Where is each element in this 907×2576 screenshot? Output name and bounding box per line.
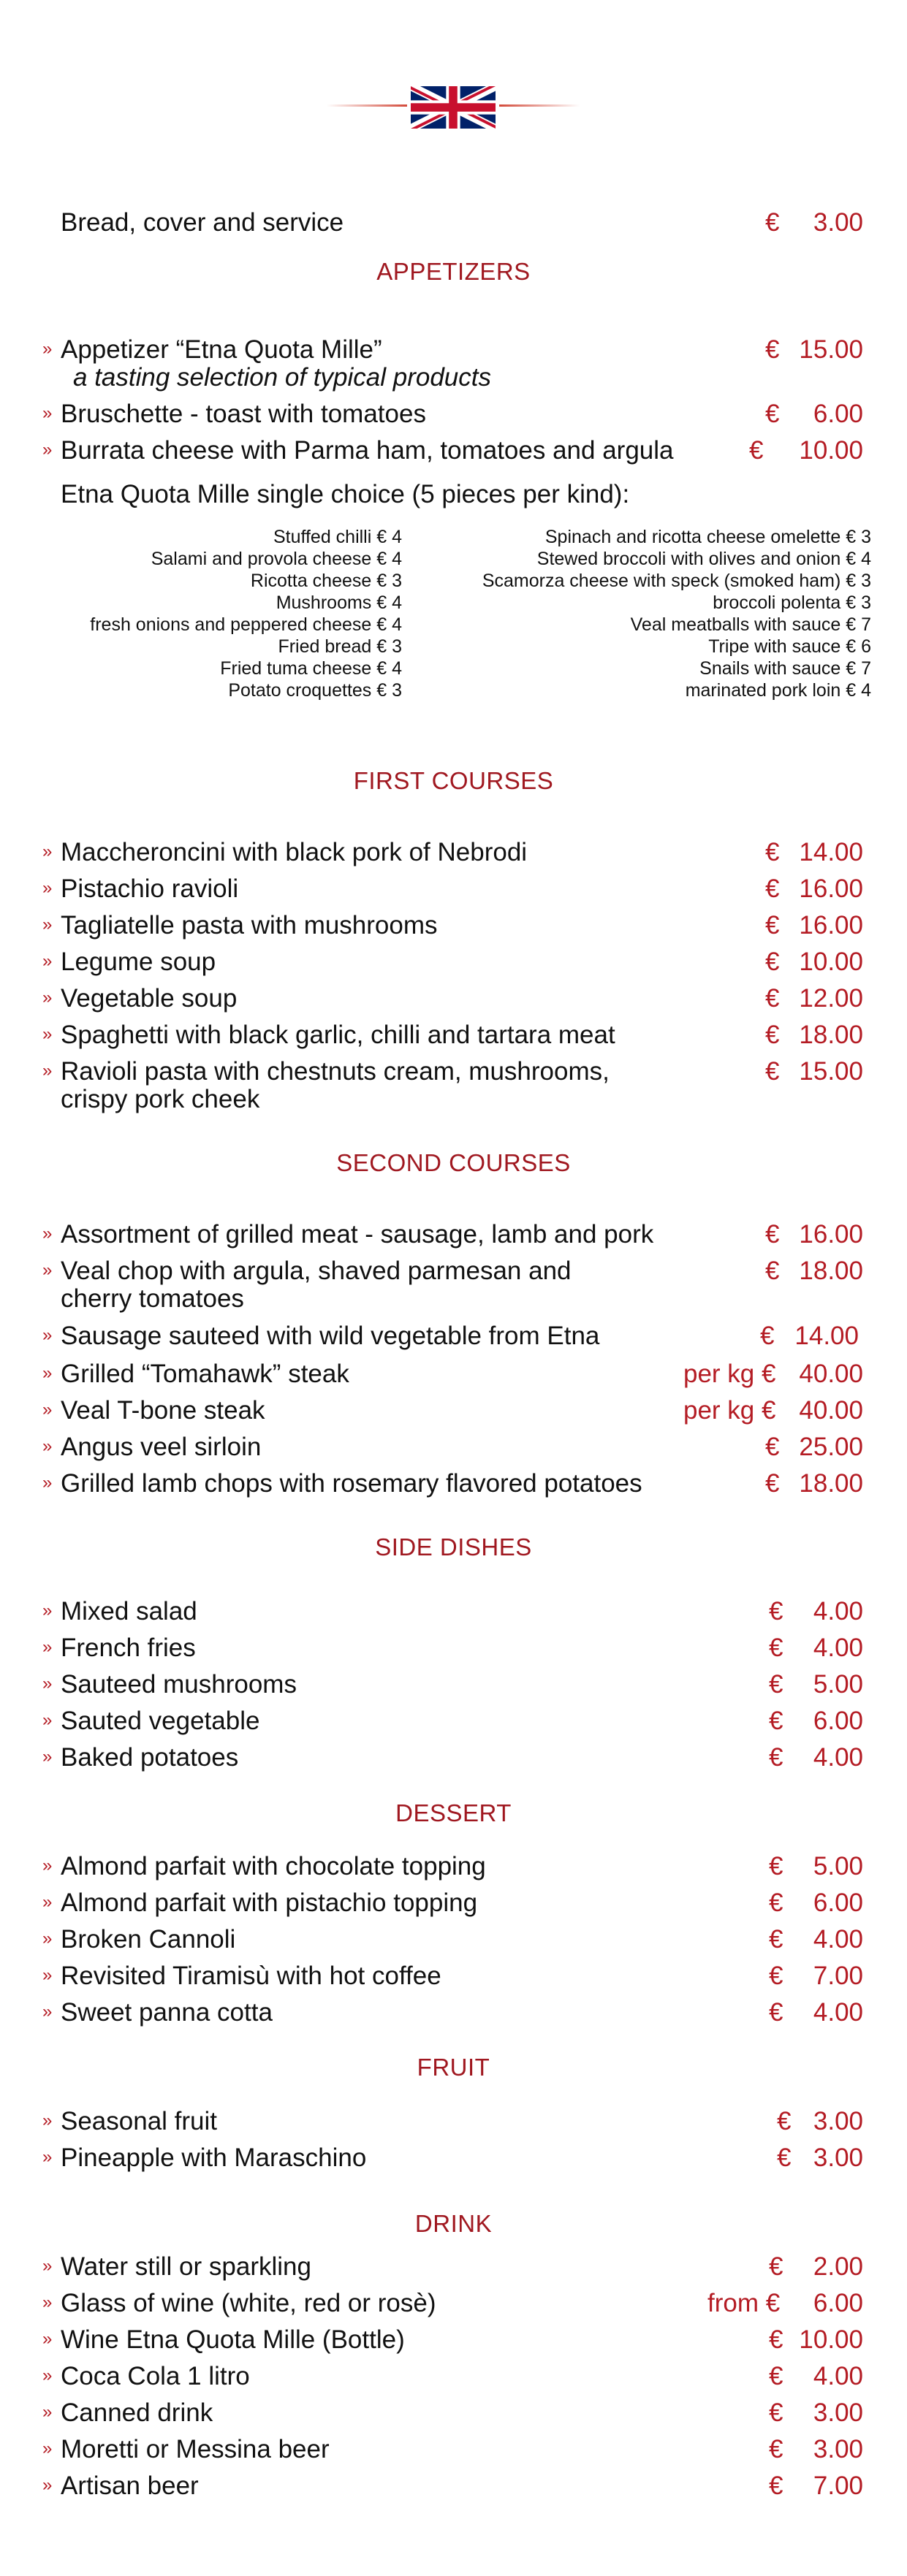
item-price: 12.00 [799, 984, 863, 1013]
item-name: Bruschette - toast with tomatoes [61, 400, 426, 428]
single-choice-item: Scamorza cheese with speck (smoked ham) € 3 [482, 571, 871, 591]
currency: € [765, 911, 780, 940]
item-name: Wine Etna Quota Mille (Bottle) [61, 2325, 405, 2354]
bullet: » [42, 2329, 53, 2349]
menu-item [0, 1741, 907, 1775]
currency: € [765, 1257, 780, 1285]
item-price: 2.00 [813, 2252, 863, 2281]
item-name: Vegetable soup [61, 984, 238, 1013]
bullet: » [42, 1601, 53, 1620]
currency: € [765, 1433, 780, 1461]
item-name: French fries [61, 1634, 196, 1662]
single-choice-item: broccoli polenta € 3 [713, 592, 871, 613]
bullet: » [42, 2475, 53, 2495]
bullet: » [42, 1061, 53, 1081]
section-title-dessert: DESSERT [395, 1799, 512, 1826]
menu-item [0, 872, 907, 906]
item-name: Burrata cheese with Parma ham, tomatoes and argula [61, 436, 674, 465]
item-price: 10.00 [799, 436, 863, 465]
menu-item [0, 1394, 907, 1428]
menu-item [0, 1430, 907, 1464]
single-choice-item: Fried tuma cheese € 4 [220, 658, 402, 679]
item-price: 40.00 [799, 1360, 863, 1388]
bullet: » [42, 440, 53, 460]
single-choice-item: Potato croquettes € 3 [228, 680, 402, 701]
item-price: 3.00 [813, 2435, 863, 2463]
menu-item [0, 1668, 907, 1702]
menu-item [0, 1850, 907, 1883]
menu-item [0, 982, 907, 1015]
menu-item [0, 1631, 907, 1665]
single-choice-item: Stuffed chilli € 4 [273, 527, 402, 547]
item-name: Tagliatelle pasta with mushrooms [61, 911, 438, 940]
item-name: Angus veel sirloin [61, 1433, 262, 1461]
bullet: » [42, 339, 53, 359]
union-jack-flag-icon [410, 86, 496, 129]
bullet: » [42, 1363, 53, 1383]
item-subtitle: a tasting selection of typical products [73, 363, 491, 392]
single-choice-item: Veal meatballs with sauce € 7 [630, 614, 871, 635]
item-name: Legume soup [61, 948, 216, 976]
currency: € [765, 335, 780, 364]
item-name: Sauteed mushrooms [61, 1670, 297, 1699]
currency: € [765, 208, 780, 237]
item-price: 7.00 [813, 1962, 863, 1990]
item-name-continued: crispy pork cheek [61, 1085, 260, 1113]
item-price: 4.00 [813, 1743, 863, 1772]
currency: € [765, 874, 780, 903]
currency: € [765, 1021, 780, 1049]
single-choice-right-list [424, 526, 871, 701]
currency: € [765, 948, 780, 976]
item-name: Sauted vegetable [61, 1707, 260, 1735]
bullet: » [42, 1929, 53, 1948]
item-name-continued: cherry tomatoes [61, 1284, 244, 1313]
item-price: 5.00 [813, 1852, 863, 1880]
item-price: 3.00 [813, 2144, 863, 2172]
menu-item [0, 1319, 907, 1353]
header-flag [0, 79, 907, 130]
menu-item [0, 1595, 907, 1628]
item-price: 15.00 [799, 335, 863, 364]
currency: € [769, 1925, 783, 1954]
currency: € [765, 1057, 780, 1086]
currency: € [760, 1322, 775, 1350]
menu-item [0, 945, 907, 979]
item-price: 10.00 [799, 2325, 863, 2354]
menu-item [0, 1055, 907, 1113]
menu-item [0, 1218, 907, 1251]
currency: € [765, 984, 780, 1013]
single-choice-item: Spinach and ricotta cheese omelette € 3 [544, 527, 871, 547]
item-price: 10.00 [799, 948, 863, 976]
item-name: Grilled lamb chops with rosemary flavored potatoes [61, 1469, 642, 1498]
currency: € [769, 2472, 783, 2500]
menu-item [0, 1254, 907, 1313]
bullet: » [42, 1473, 53, 1493]
item-price: 25.00 [799, 1433, 863, 1461]
currency: from € [707, 2289, 781, 2317]
menu-item [0, 1467, 907, 1501]
single-choice-item: Mushrooms € 4 [276, 592, 402, 613]
item-price: 6.00 [813, 1707, 863, 1735]
item-price: 40.00 [799, 1396, 863, 1425]
item-name: Revisited Tiramisù with hot coffee [61, 1962, 441, 1990]
section-title-first-courses: FIRST COURSES [353, 767, 554, 794]
item-name: Canned drink [61, 2398, 213, 2427]
bullet: » [42, 2147, 53, 2167]
bullet: » [42, 951, 53, 971]
currency: € [769, 2435, 783, 2463]
currency: per kg € [683, 1396, 776, 1425]
bullet: » [42, 2439, 53, 2458]
menu-item [0, 2141, 907, 2175]
item-price: 5.00 [813, 1670, 863, 1699]
bullet: » [42, 1965, 53, 1985]
bullet: » [42, 1260, 53, 1280]
menu-item [0, 333, 907, 392]
section-title-side-dishes: SIDE DISHES [375, 1533, 532, 1561]
item-name: Almond parfait with chocolate topping [61, 1852, 486, 1880]
menu-item [0, 1959, 907, 1993]
item-name: Glass of wine (white, red or rosè) [61, 2289, 436, 2317]
item-price: 18.00 [799, 1021, 863, 1049]
single-choice-heading: Etna Quota Mille single choice (5 pieces per kind): [61, 480, 630, 508]
menu-item [0, 909, 907, 942]
menu-item [0, 2287, 907, 2320]
bullet: » [42, 2002, 53, 2021]
item-price: 6.00 [813, 2289, 863, 2317]
currency: € [769, 2252, 783, 2281]
item-name: Ravioli pasta with chestnuts cream, mushrooms, [61, 1057, 610, 1086]
item-name: Baked potatoes [61, 1743, 239, 1772]
menu-item [0, 2433, 907, 2466]
menu-item [0, 1886, 907, 1920]
item-name: Maccheroncini with black pork of Nebrodi [61, 838, 528, 866]
bullet: » [42, 1224, 53, 1243]
item-price: 16.00 [799, 911, 863, 940]
item-price: 6.00 [813, 400, 863, 428]
bullet: » [42, 1892, 53, 1912]
item-name: Almond parfait with pistachio topping [61, 1889, 478, 1917]
menu-item [0, 397, 907, 431]
currency: € [765, 838, 780, 866]
menu-item [0, 2396, 907, 2430]
menu-item [0, 2250, 907, 2284]
item-price: 18.00 [799, 1469, 863, 1498]
bullet: » [42, 1747, 53, 1767]
item-price: 14.00 [799, 838, 863, 866]
bullet: » [42, 1024, 53, 1044]
currency: € [749, 436, 764, 465]
item-price: 18.00 [799, 1257, 863, 1285]
section-title-second-courses: SECOND COURSES [336, 1149, 571, 1176]
item-price: 3.00 [813, 208, 863, 237]
currency: € [769, 1998, 783, 2027]
bullet: » [42, 2366, 53, 2385]
currency: € [769, 1707, 783, 1735]
item-price: 16.00 [799, 1220, 863, 1249]
item-price: 14.00 [794, 1322, 859, 1350]
item-name: Spaghetti with black garlic, chilli and tartara meat [61, 1021, 615, 1049]
cover-row [0, 206, 907, 240]
item-price: 3.00 [813, 2107, 863, 2135]
single-choice-item: Snails with sauce € 7 [699, 658, 871, 679]
item-price: 4.00 [813, 1634, 863, 1662]
item-name: Sweet panna cotta [61, 1998, 273, 2027]
bullet: » [42, 2402, 53, 2422]
bullet: » [42, 1400, 53, 1420]
bullet: » [42, 915, 53, 934]
item-name: Water still or sparkling [61, 2252, 311, 2281]
item-name: Coca Cola 1 litro [61, 2362, 250, 2390]
item-name: Artisan beer [61, 2472, 199, 2500]
item-name: Veal chop with argula, shaved parmesan and [61, 1257, 572, 1285]
single-choice-item: marinated pork loin € 4 [685, 680, 871, 701]
bullet: » [42, 1710, 53, 1730]
currency: € [769, 2362, 783, 2390]
currency: € [765, 1469, 780, 1498]
section-title-fruit: FRUIT [417, 2054, 490, 2081]
single-choice-item: Salami and provola cheese € 4 [151, 549, 402, 569]
section-title-appetizers: APPETIZERS [376, 258, 531, 285]
item-price: 4.00 [813, 1998, 863, 2027]
single-choice-item: Fried bread € 3 [278, 636, 402, 657]
item-price: 16.00 [799, 874, 863, 903]
currency: € [765, 1220, 780, 1249]
item-price: 4.00 [813, 2362, 863, 2390]
bullet: » [42, 403, 53, 423]
currency: € [777, 2107, 792, 2135]
currency: € [769, 1743, 783, 1772]
currency: € [769, 2398, 783, 2427]
currency: € [769, 1889, 783, 1917]
currency: € [769, 1597, 783, 1626]
menu-item [0, 1018, 907, 1052]
bullet: » [42, 878, 53, 898]
currency: € [765, 400, 780, 428]
item-name: Veal T-bone steak [61, 1396, 265, 1425]
currency: € [769, 1634, 783, 1662]
menu-item [0, 2323, 907, 2357]
item-price: 4.00 [813, 1597, 863, 1626]
item-price: 15.00 [799, 1057, 863, 1086]
item-price: 4.00 [813, 1925, 863, 1954]
item-name: Pistachio ravioli [61, 874, 239, 903]
item-price: 3.00 [813, 2398, 863, 2427]
single-choice-item: Stewed broccoli with olives and onion € 4 [536, 549, 871, 569]
currency: € [769, 1670, 783, 1699]
menu-item [0, 2469, 907, 2503]
menu-item [0, 1923, 907, 1956]
item-price: 6.00 [813, 1889, 863, 1917]
bullet: » [42, 988, 53, 1007]
single-choice-item: Tripe with sauce € 6 [708, 636, 871, 657]
bullet: » [42, 1436, 53, 1456]
bullet: » [42, 2293, 53, 2312]
currency: per kg € [683, 1360, 776, 1388]
menu-item [0, 434, 907, 468]
item-name: Grilled “Tomahawk” steak [61, 1360, 349, 1388]
bullet: » [42, 842, 53, 861]
menu-item [0, 1996, 907, 2030]
menu-item [0, 1704, 907, 1738]
item-name: Broken Cannoli [61, 1925, 236, 1954]
section-title-drink: DRINK [414, 2210, 493, 2237]
currency: € [769, 1852, 783, 1880]
menu-item [0, 2360, 907, 2393]
bullet: » [42, 1674, 53, 1693]
item-name: Sausage sauteed with wild vegetable from Etna [61, 1322, 600, 1350]
single-choice-item: fresh onions and peppered cheese € 4 [90, 614, 402, 635]
bullet: » [42, 1325, 53, 1345]
currency: € [769, 2325, 783, 2354]
currency: € [777, 2144, 792, 2172]
menu-item [0, 2105, 907, 2138]
flag-divider-right [499, 104, 580, 107]
item-name: Bread, cover and service [61, 208, 344, 237]
item-name: Assortment of grilled meat - sausage, lamb and pork [61, 1220, 654, 1249]
menu-item [0, 1357, 907, 1391]
item-price: 7.00 [813, 2472, 863, 2500]
bullet: » [42, 1856, 53, 1875]
flag-divider-left [327, 104, 407, 107]
item-name: Mixed salad [61, 1597, 197, 1626]
menu-item [0, 836, 907, 869]
single-choice-left-list [29, 526, 402, 701]
currency: € [769, 1962, 783, 1990]
bullet: » [42, 2256, 53, 2276]
item-name: Appetizer “Etna Quota Mille” [61, 335, 382, 364]
bullet: » [42, 1637, 53, 1657]
item-name: Moretti or Messina beer [61, 2435, 330, 2463]
single-choice-item: Ricotta cheese € 3 [250, 571, 402, 591]
item-name: Seasonal fruit [61, 2107, 218, 2135]
bullet: » [42, 2111, 53, 2130]
item-name: Pineapple with Maraschino [61, 2144, 367, 2172]
